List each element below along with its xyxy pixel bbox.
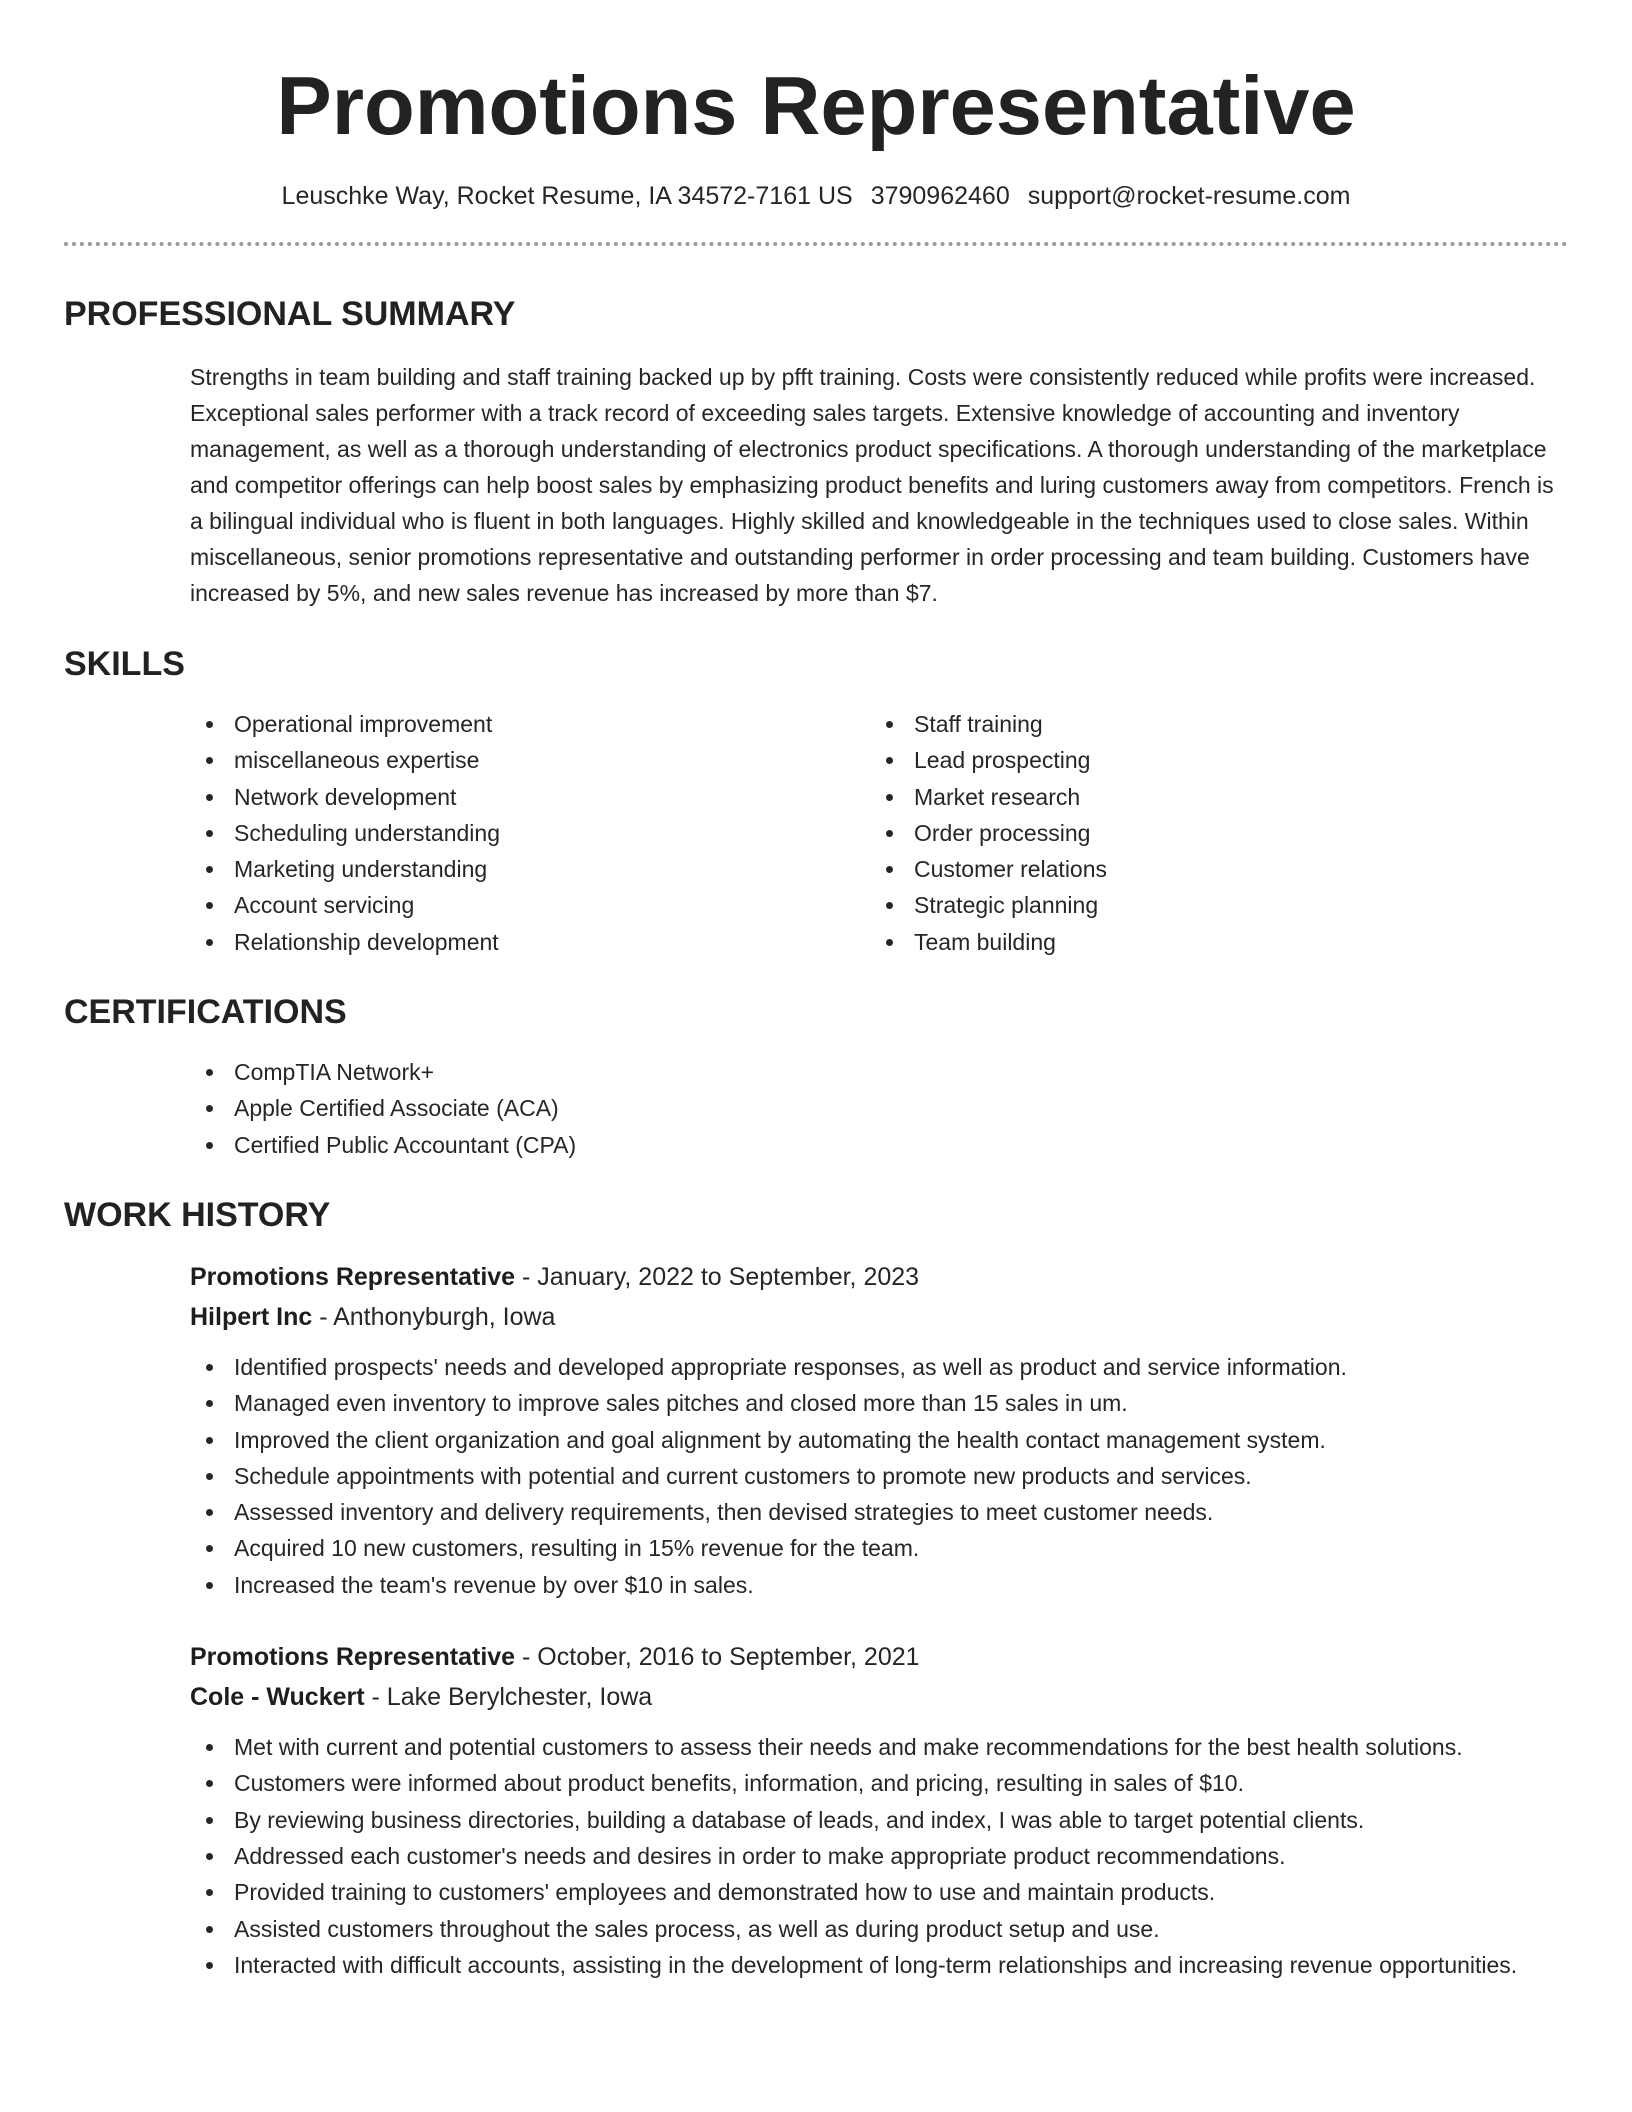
job-bullet: Increased the team's revenue by over $10 in sales. <box>190 1567 1568 1603</box>
certifications-list <box>190 1054 1568 1163</box>
skill-item: miscellaneous expertise <box>190 742 870 778</box>
resume-page <box>64 0 1568 1983</box>
contact-email: support@rocket-resume.com <box>1027 182 1351 210</box>
job-bullet: Interacted with difficult accounts, assisting in the development of long-term relationships and increasing revenue opportunities. <box>190 1947 1568 1983</box>
job-company: Cole - Wuckert <box>190 1683 365 1712</box>
contact-phone: 3790962460 <box>870 182 1010 210</box>
skills-column-left <box>190 706 870 960</box>
job-company: Hilpert Inc <box>190 1302 313 1331</box>
job-bullet: Schedule appointments with potential and current customers to promote new products and services. <box>190 1458 1568 1494</box>
job-title-line <box>190 1257 1568 1297</box>
skill-item: Team building <box>870 924 1550 960</box>
job-dates: - January, 2022 to September, 2023 <box>515 1262 920 1291</box>
job-bullet: By reviewing business directories, building a database of leads, and index, I was able to target potential clients. <box>190 1802 1568 1838</box>
skill-item: Relationship development <box>190 924 870 960</box>
job-bullets <box>190 1349 1568 1603</box>
certification-item: CompTIA Network+ <box>190 1054 1568 1090</box>
job-bullet: Addressed each customer's needs and desires in order to make appropriate product recommendations. <box>190 1838 1568 1874</box>
job-role: Promotions Representative <box>190 1262 516 1291</box>
job-location: - Lake Berylchester, Iowa <box>364 1683 653 1712</box>
job-title-line <box>190 1637 1568 1677</box>
summary-text: Strengths in team building and staff training backed up by pfft training. Costs were consistently reduced while profits were increased. Exceptional sales performer with a track record of exceeding sales targets. Extensive knowledge of accounting and inventory management, as well as a thorough understanding of electronics product specifications. A thorough understanding of the marketplace and competitor offerings can help boost sales by emphasizing product benefits and luring customers away from competitors. French is a bilingual individual who is fluent in both languages. Highly skilled and knowledgeable in the techniques used to close sales. Within miscellaneous, senior promotions representative and outstanding performer in order processing and team building. Customers have increased by 5%, and new sales revenue has increased by more than $7. <box>190 364 1554 606</box>
skill-item: Account servicing <box>190 887 870 923</box>
job-bullet: Provided training to customers' employees and demonstrated how to use and maintain products. <box>190 1874 1568 1910</box>
skill-item: Operational improvement <box>190 706 870 742</box>
job-bullet: Assisted customers throughout the sales process, as well as during product setup and use. <box>190 1911 1568 1947</box>
job-entry <box>190 1637 1568 1983</box>
skill-item: Market research <box>870 779 1550 815</box>
certification-item: Apple Certified Associate (ACA) <box>190 1090 1568 1126</box>
skills-column-right <box>870 706 1550 960</box>
skill-item: Lead prospecting <box>870 742 1550 778</box>
job-company-line <box>190 1297 1568 1337</box>
certification-item: Certified Public Accountant (CPA) <box>190 1127 1568 1163</box>
skill-item: Customer relations <box>870 851 1550 887</box>
contact-address: Leuschke Way, Rocket Resume, IA 34572-7161 US <box>281 182 853 210</box>
summary-heading: PROFESSIONAL SUMMARY <box>64 295 516 333</box>
job-bullet: Customers were informed about product benefits, information, and pricing, resulting in sales of $10. <box>190 1765 1568 1801</box>
job-location: - Anthonyburgh, Iowa <box>312 1302 556 1331</box>
skill-item: Order processing <box>870 815 1550 851</box>
job-bullet: Improved the client organization and goal alignment by automating the health contact management system. <box>190 1422 1568 1458</box>
job-bullets <box>190 1729 1568 1983</box>
header-divider <box>64 242 1568 246</box>
job-bullet: Met with current and potential customers to assess their needs and make recommendations for the best health solutions. <box>190 1729 1568 1765</box>
skill-item: Network development <box>190 779 870 815</box>
skills-list <box>190 706 1568 960</box>
skills-heading: SKILLS <box>64 645 185 683</box>
contact-line <box>64 180 1568 212</box>
job-bullet: Identified prospects' needs and developed appropriate responses, as well as product and service information. <box>190 1349 1568 1385</box>
work-history-heading: WORK HISTORY <box>64 1195 331 1234</box>
job-company-line <box>190 1677 1568 1717</box>
skill-item: Staff training <box>870 706 1550 742</box>
skill-item: Strategic planning <box>870 887 1550 923</box>
job-dates: - October, 2016 to September, 2021 <box>515 1643 920 1672</box>
job-role: Promotions Representative <box>190 1643 516 1672</box>
job-bullet: Assessed inventory and delivery requirements, then devised strategies to meet customer needs. <box>190 1494 1568 1530</box>
skill-item: Scheduling understanding <box>190 815 870 851</box>
skill-item: Marketing understanding <box>190 851 870 887</box>
certifications-heading: CERTIFICATIONS <box>64 993 347 1032</box>
resume-name: Promotions Representative <box>276 59 1356 152</box>
job-bullet: Managed even inventory to improve sales pitches and closed more than 15 sales in um. <box>190 1385 1568 1421</box>
job-bullet: Acquired 10 new customers, resulting in 15% revenue for the team. <box>190 1530 1568 1566</box>
job-entry <box>190 1257 1568 1603</box>
